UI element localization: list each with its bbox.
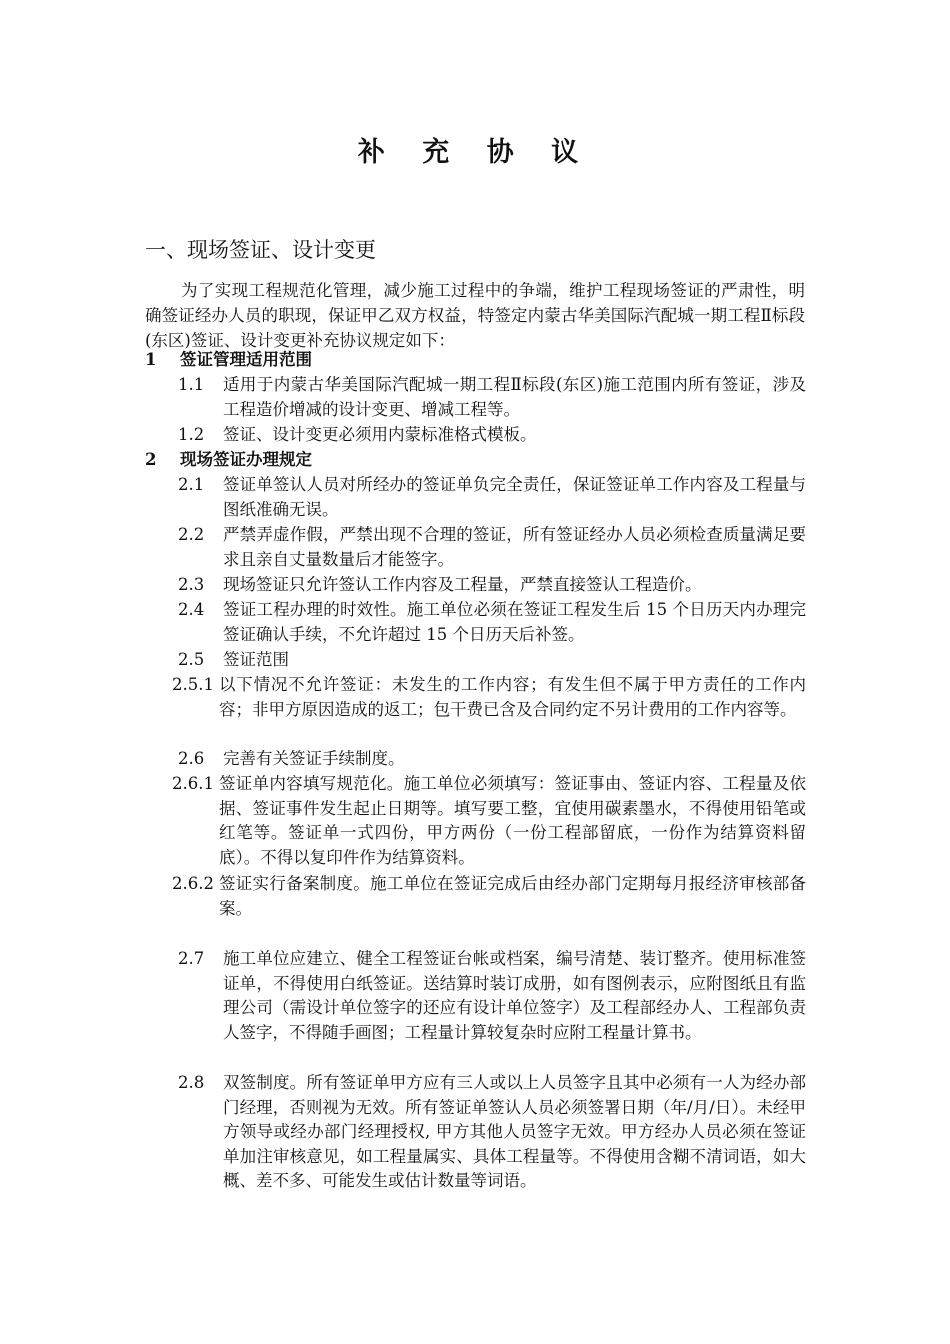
clause-number: 2.6.2 [172, 874, 214, 893]
clause-number: 2.6 [178, 749, 205, 768]
clause-number: 2.1 [178, 475, 205, 494]
clause-text: 完善有关签证手续制度。 [223, 749, 405, 768]
clause-number: 2.7 [178, 949, 205, 968]
clause-text: 严禁弄虚作假，严禁出现不合理的签证，所有签证经办人员必须检查质量满足要求且亲自丈量数量后才能签字。 [223, 525, 806, 569]
clause-number: 2.6.1 [172, 774, 214, 793]
clause-text: 签证范围 [223, 650, 289, 669]
clause-text: 签证工程办理的时效性。施工单位必须在签证工程发生后 15 个日历天内办理完签证确认手续，不允许超过 15 个日历天后补签。 [223, 600, 806, 644]
clause-text: 施工单位应建立、健全工程签证台帐或档案，编号清楚、装订整齐。使用标准签证单，不得使用白纸签证。送结算时装订成册，如有图例表示，应附图纸且有监理公司（需设计单位签字的还应有设计单位签字）及工程部经办人、工程部负责人签字，不得随手画图；工程量计算较复杂时应附工程量计算书。 [223, 949, 806, 1042]
clause-number: 2.4 [178, 600, 205, 619]
clause-number: 2.3 [178, 575, 205, 594]
clause-number: 2.5.1 [172, 675, 214, 694]
clause-text: 适用于内蒙古华美国际汽配城一期工程Ⅱ标段(东区)施工范围内所有签证，涉及工程造价增减的设计变更、增减工程等。 [223, 375, 806, 419]
clause-text: 签证、设计变更必须用内蒙标准格式模板。 [223, 425, 537, 444]
document-title: 补 充 协 议 [357, 137, 593, 168]
clause-number: 2 [145, 450, 157, 469]
clause-text: 签证管理适用范围 [180, 350, 312, 369]
clause-number: 2.8 [178, 1073, 205, 1092]
clause-text: 现场签证办理规定 [180, 450, 312, 469]
clause-number: 2.2 [178, 525, 205, 544]
clause-text: 签证单签认人员对所经办的签证单负完全责任，保证签证单工作内容及工程量与图纸准确无误。 [223, 475, 806, 519]
clause-number: 1.1 [178, 375, 205, 394]
section-heading: 一、现场签证、设计变更 [145, 238, 376, 262]
clause-text: 签证单内容填写规范化。施工单位必须填写：签证事由、签证内容、工程量及依据、签证事件发生起止日期等。填写要工整，宜使用碳素墨水，不得使用铅笔或红笔等。签证单一式四份，甲方两份（一份工程部留底，一份作为结算资料留底）。不得以复印件作为结算资料。 [219, 774, 806, 867]
clause-text: 现场签证只允许签认工作内容及工程量，严禁直接签认工程造价。 [223, 575, 702, 594]
clause-text: 以下情况不允许签证：未发生的工作内容；有发生但不属于甲方责任的工作内容；非甲方原因造成的返工；包干费已含及合同约定不另计费用的工作内容等。 [219, 675, 806, 719]
clause-number: 1.2 [178, 425, 205, 444]
clause-number: 1 [145, 350, 157, 369]
clause-text: 双签制度。所有签证单甲方应有三人或以上人员签字且其中必须有一人为经办部门经理，否则视为无效。所有签证单签认人员必须签署日期（年/月/日）。未经甲方领导或经办部门经理授权, 甲方其他人员签字无效。甲方经办人员必须在签证单加注审核意见，如工程量属实、具体工程量等。不得使用含糊不清词语，如大概、差不多、可能发生或估计数量等词语。 [223, 1073, 806, 1190]
clause-text: 签证实行备案制度。施工单位在签证完成后由经办部门定期每月报经济审核部备案。 [219, 874, 806, 918]
intro-paragraph: 为了实现工程规范化管理，减少施工过程中的争端，维护工程现场签证的严肃性，明确签证经办人员的职现，保证甲乙双方权益，特签定内蒙古华美国际汽配城一期工程Ⅱ标段(东区)签证、设计变更补充协议规定如下： [145, 281, 805, 350]
clause-number: 2.5 [178, 650, 205, 669]
